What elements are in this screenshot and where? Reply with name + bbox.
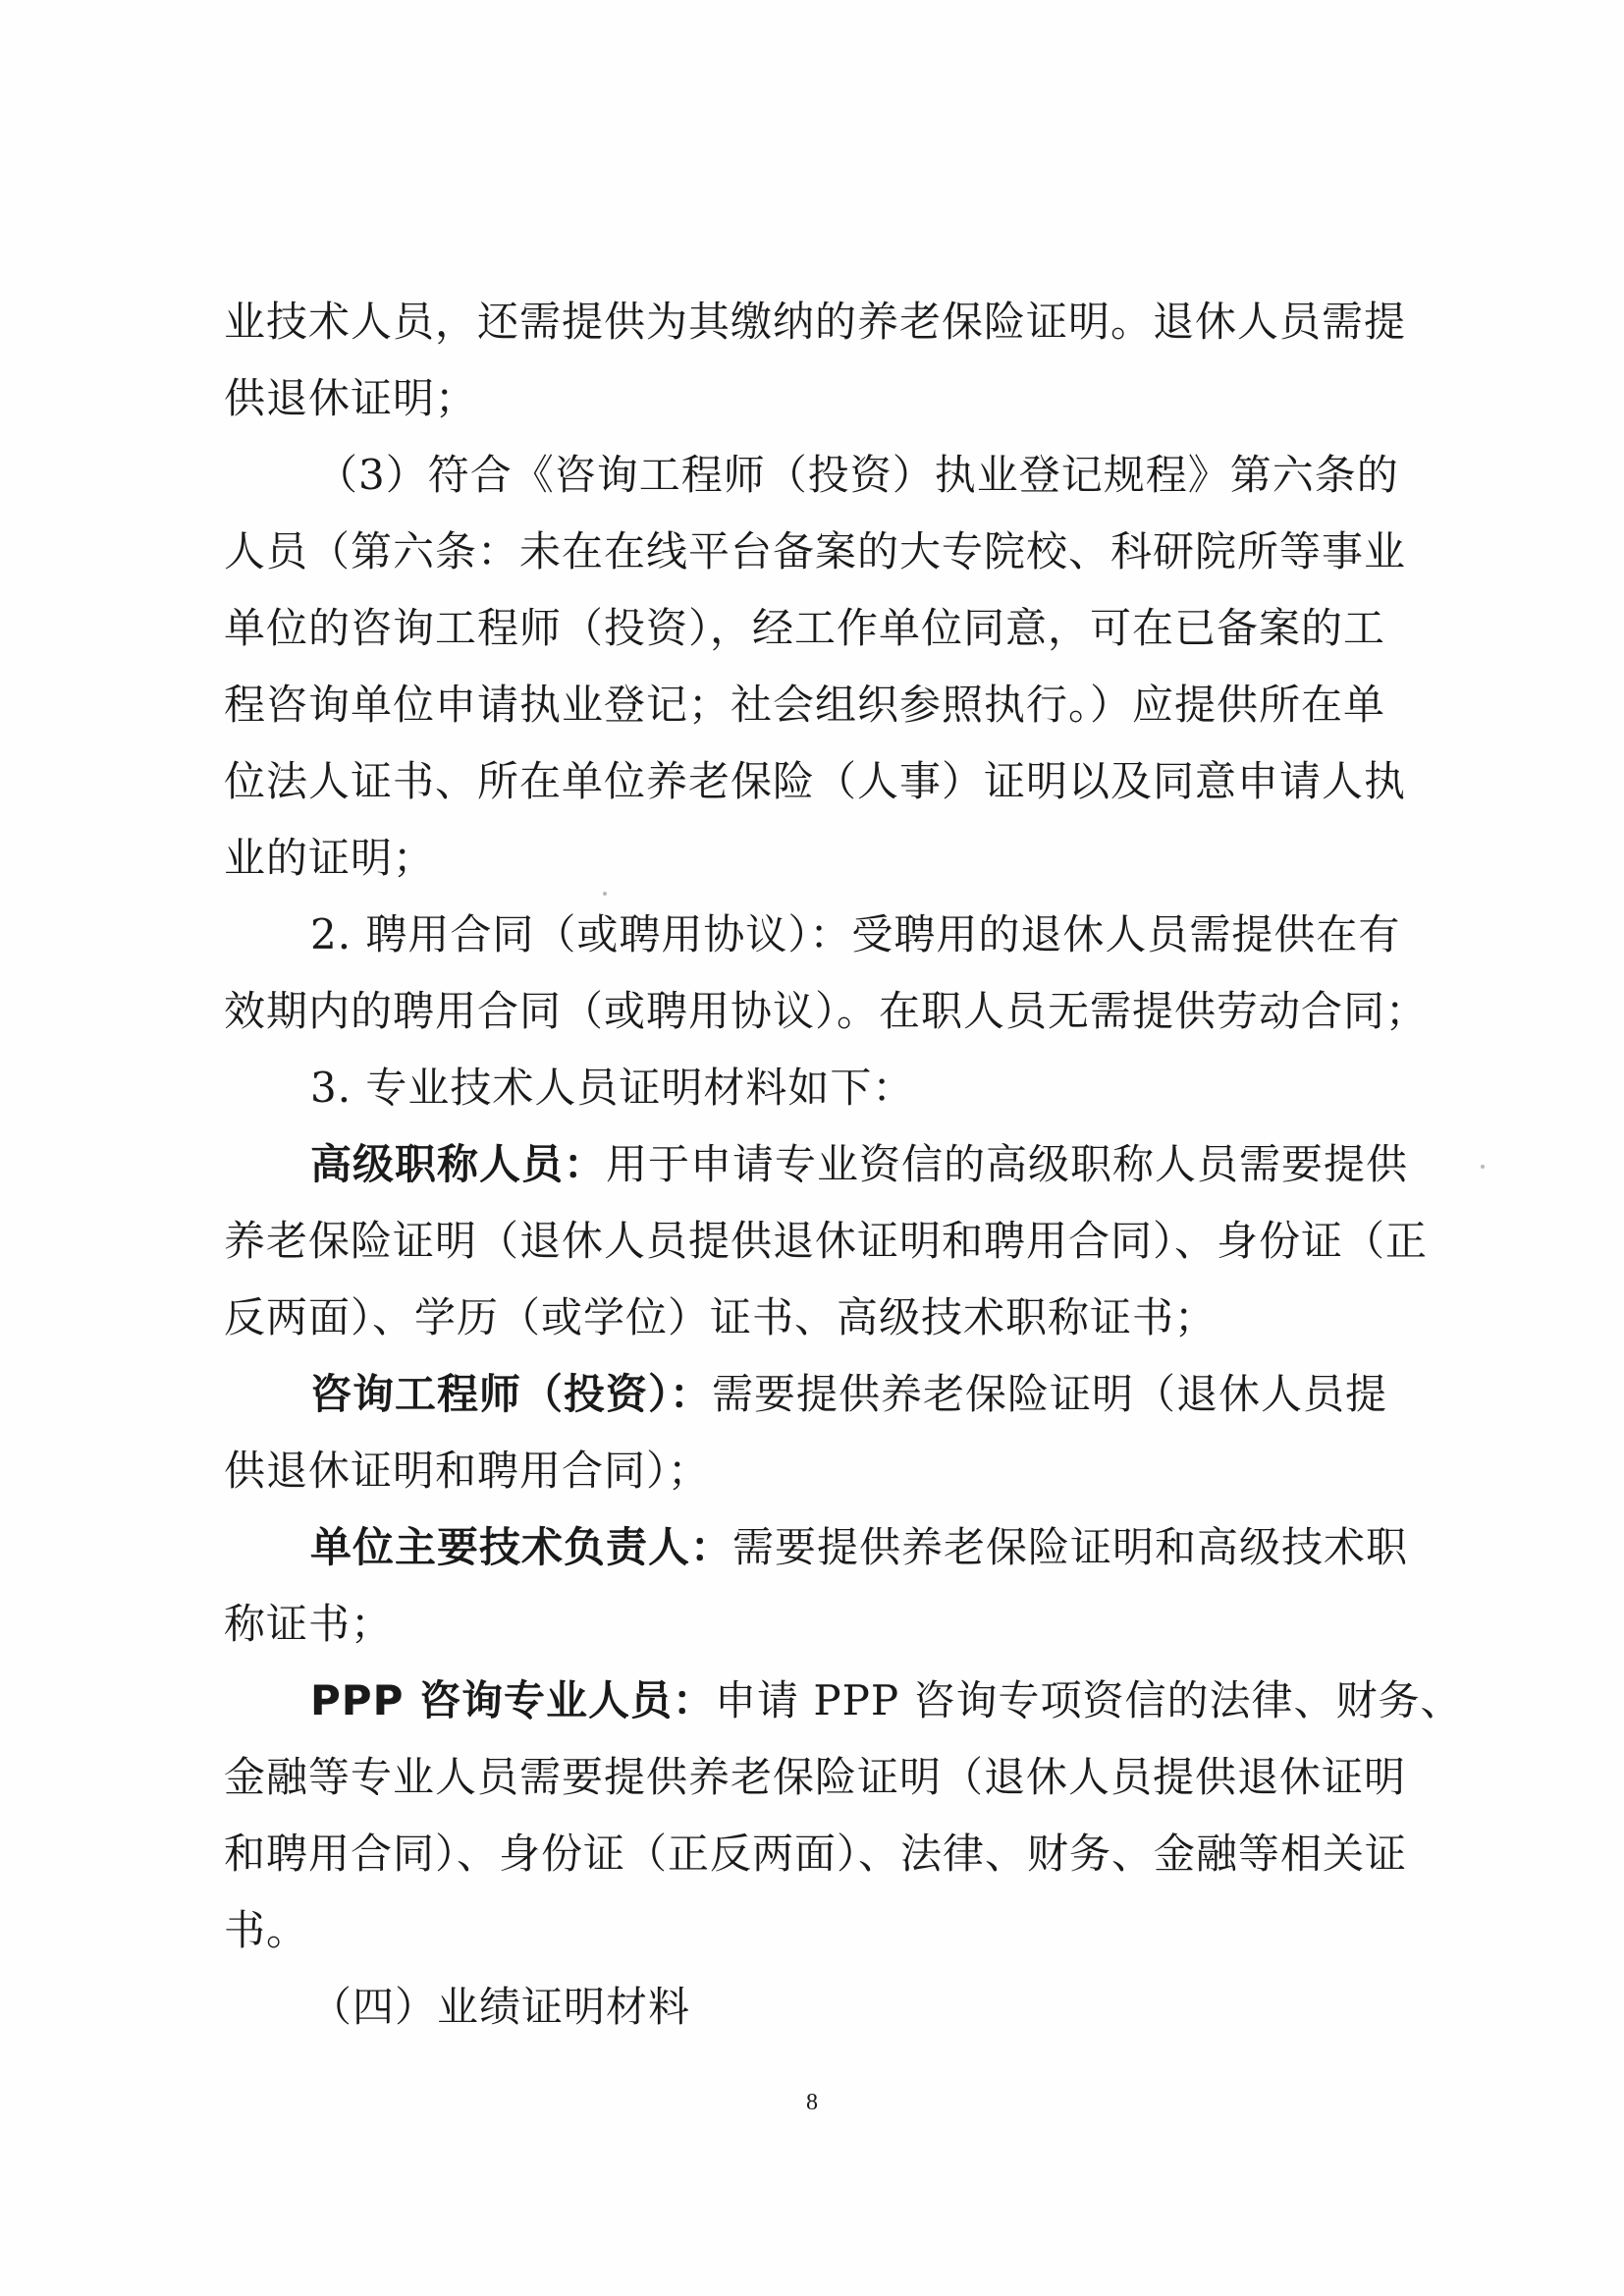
text-line: 位法人证书、所在单位养老保险（人事）证明以及同意申请人执	[224, 757, 1407, 805]
text-line: 2. 聘用合同（或聘用协议）：受聘用的退休人员需提供在有	[310, 910, 1401, 958]
text-line: 业的证明；	[224, 834, 436, 882]
scan-speck	[1481, 1165, 1485, 1169]
text-line: 反两面）、学历（或学位）证书、高级技术职称证书；	[224, 1293, 1218, 1341]
text-segment: 用于申请专业资信的高级职称人员需要提供	[606, 1140, 1409, 1188]
text-line: 人员（第六条：未在在线平台备案的大专院校、科研院所等事业	[224, 527, 1407, 575]
text-segment: 需要提供养老保险证明（退休人员提	[712, 1370, 1388, 1418]
text-line: （3）符合《咨询工程师（投资）执业登记规程》第六条的	[316, 451, 1399, 499]
scan-speck	[603, 892, 607, 896]
text-line: 书。	[224, 1906, 309, 1954]
text-line: 金融等专业人员需要提供养老保险证明（退休人员提供退休证明	[224, 1753, 1407, 1801]
bold-heading: 咨询工程师（投资）：	[310, 1370, 713, 1418]
text-line: 效期内的聘用合同（或聘用协议）。在职人员无需提供劳动合同；	[224, 987, 1429, 1035]
text-line	[310, 1367, 1387, 1422]
text-line: 程咨询单位申请执业登记；社会组织参照执行。）应提供所在单	[224, 681, 1386, 729]
page-number: 8	[806, 2090, 818, 2115]
text-line: 业技术人员，还需提供为其缴纳的养老保险证明。退休人员需提	[224, 298, 1407, 346]
text-line: 养老保险证明（退休人员提供退休证明和聘用合同）、身份证（正	[224, 1217, 1429, 1265]
text-segment: 申请 PPP 咨询专项资信的法律、财务、	[714, 1676, 1463, 1724]
text-line	[310, 1673, 1462, 1728]
text-line: 供退休证明；	[224, 374, 478, 422]
text-line: 和聘用合同）、身份证（正反两面）、法律、财务、金融等相关证	[224, 1830, 1408, 1878]
text-line: 称证书；	[224, 1600, 394, 1648]
bold-heading: 单位主要技术负责人：	[310, 1523, 733, 1571]
text-line: 单位的咨询工程师（投资），经工作单位同意，可在已备案的工	[224, 604, 1386, 652]
text-line: 3. 专业技术人员证明材料如下：	[310, 1064, 915, 1112]
bold-heading: 高级职称人员：	[310, 1140, 607, 1188]
bold-heading: PPP 咨询专业人员：	[310, 1676, 715, 1724]
section-heading: （四）业绩证明材料	[310, 1983, 691, 2031]
text-line: 供退休证明和聘用合同）；	[224, 1447, 711, 1495]
text-segment: 需要提供养老保险证明和高级技术职	[732, 1523, 1409, 1571]
text-line	[310, 1520, 1408, 1575]
text-line	[310, 1137, 1408, 1192]
